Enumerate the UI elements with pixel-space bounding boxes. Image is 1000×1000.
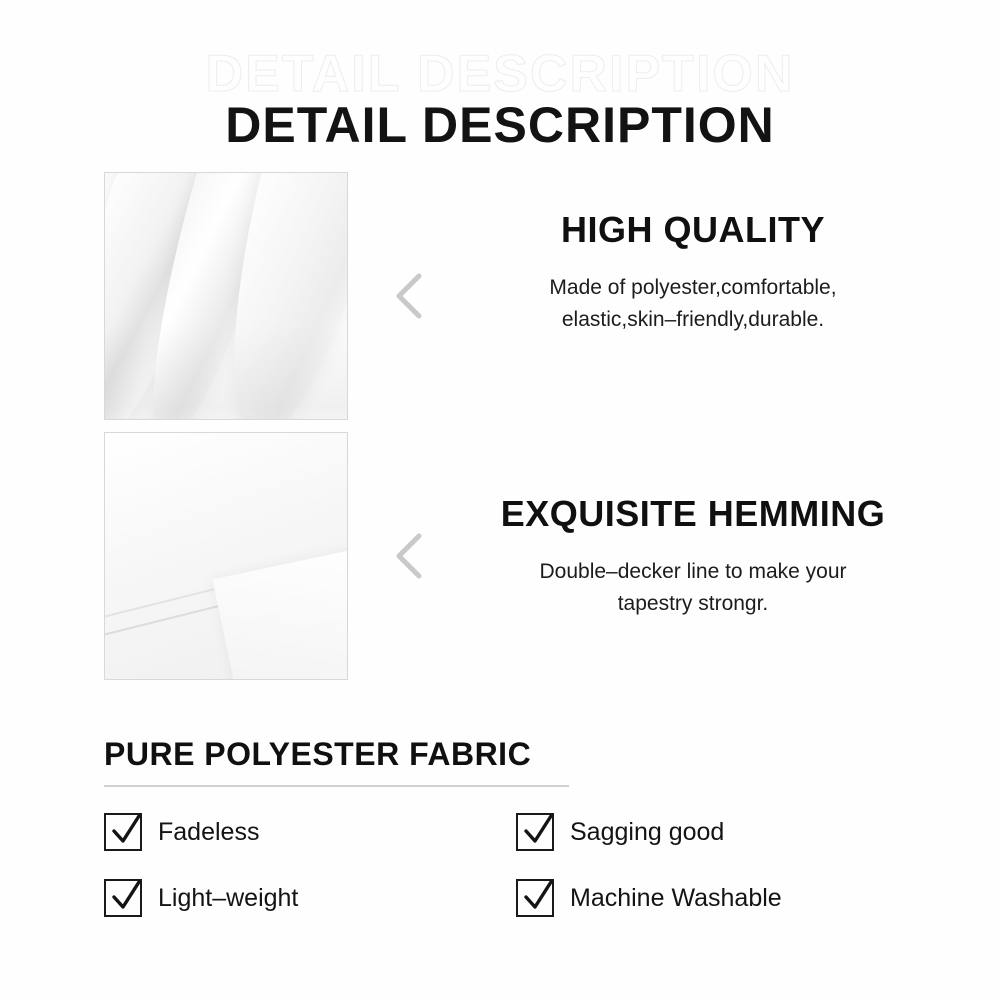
fabric-section [104, 736, 894, 917]
checkbox-checked-icon [104, 879, 142, 917]
chevron-left-icon [380, 172, 436, 420]
fabric-folds-photo [104, 172, 348, 420]
feature-heading: EXQUISITE HEMMING [500, 493, 886, 534]
checkbox-checked-icon [516, 813, 554, 851]
list-item [516, 879, 894, 917]
feature-description-line: Made of polyester,comfortable, [549, 275, 837, 299]
feature-description-line: tapestry strongr. [617, 591, 769, 615]
feature-description-line: elastic,skin–friendly,durable. [561, 307, 825, 331]
feature-description [458, 556, 928, 620]
page-title: DETAIL DESCRIPTION [225, 97, 775, 153]
ghost-title-text: DETAIL DESCRIPTION [205, 45, 795, 103]
hemming-photo [104, 432, 348, 680]
fabric-section-title: PURE POLYESTER FABRIC [104, 736, 532, 772]
section-divider [104, 785, 569, 787]
checkbox-checked-icon [104, 813, 142, 851]
list-item [104, 813, 516, 851]
feature-row-exquisite-hemming [104, 432, 928, 680]
feature-heading: HIGH QUALITY [561, 209, 825, 250]
feature-checklist [104, 813, 894, 917]
checkbox-checked-icon [516, 879, 554, 917]
hemming-illustration [105, 433, 347, 679]
checkbox-label: Light–weight [158, 883, 299, 912]
checkbox-label: Machine Washable [570, 883, 782, 912]
list-item [516, 813, 894, 851]
feature-text-block [458, 432, 928, 619]
feature-description [458, 272, 928, 336]
checkbox-label: Sagging good [570, 817, 725, 846]
feature-text-block [458, 172, 928, 335]
title-block [0, 38, 1000, 153]
chevron-left-icon [380, 432, 436, 680]
feature-description-line: Double–decker line to make your [539, 559, 847, 583]
list-item [104, 879, 516, 917]
fabric-shadow [105, 323, 348, 420]
feature-row-high-quality [104, 172, 928, 420]
fabric-folds-illustration [105, 173, 347, 419]
checkbox-label: Fadeless [158, 817, 260, 846]
